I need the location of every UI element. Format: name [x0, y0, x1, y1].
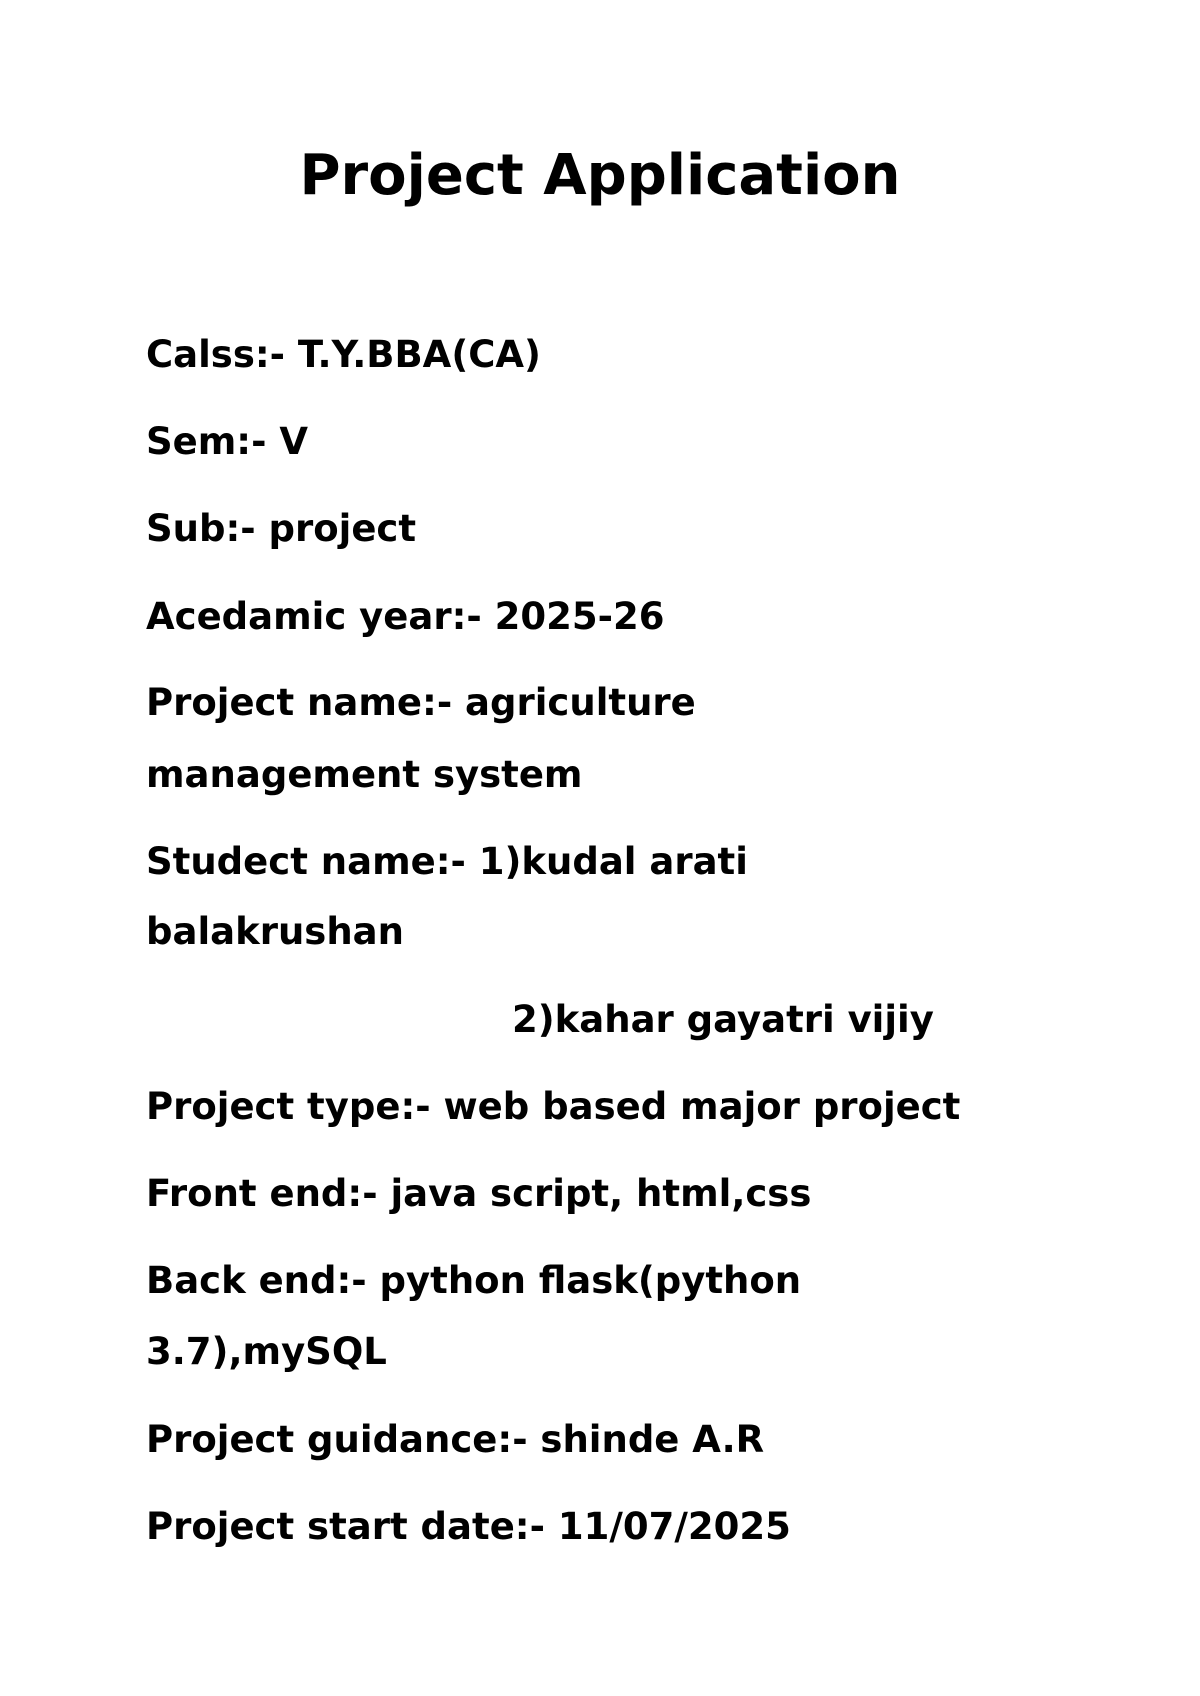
back-end-field-line2: 3.7),mySQL: [146, 1330, 387, 1373]
project-name-field-line1: Project name:- agriculture: [146, 681, 696, 724]
student-name-field-line1: Studect name:- 1)kudal arati: [146, 840, 748, 883]
back-end-field-line1: Back end:- python flask(python: [146, 1259, 802, 1302]
sem-field: Sem:- V: [146, 420, 308, 463]
subject-field: Sub:- project: [146, 507, 417, 550]
project-start-date-field: Project start date:- 11/07/2025: [146, 1505, 791, 1548]
page-title: Project Application: [299, 143, 901, 208]
student-name-field-line3: 2)kahar gayatri vijiy: [512, 998, 934, 1041]
academic-year-field: Acedamic year:- 2025-26: [146, 595, 665, 638]
project-guidance-field: Project guidance:- shinde A.R: [146, 1418, 765, 1461]
class-field: Calss:- T.Y.BBA(CA): [146, 333, 541, 376]
front-end-field: Front end:- java script, html,css: [146, 1172, 812, 1215]
project-type-field: Project type:- web based major project: [146, 1085, 961, 1128]
student-name-field-line2: balakrushan: [146, 910, 404, 953]
project-name-field-line2: management system: [146, 753, 583, 796]
